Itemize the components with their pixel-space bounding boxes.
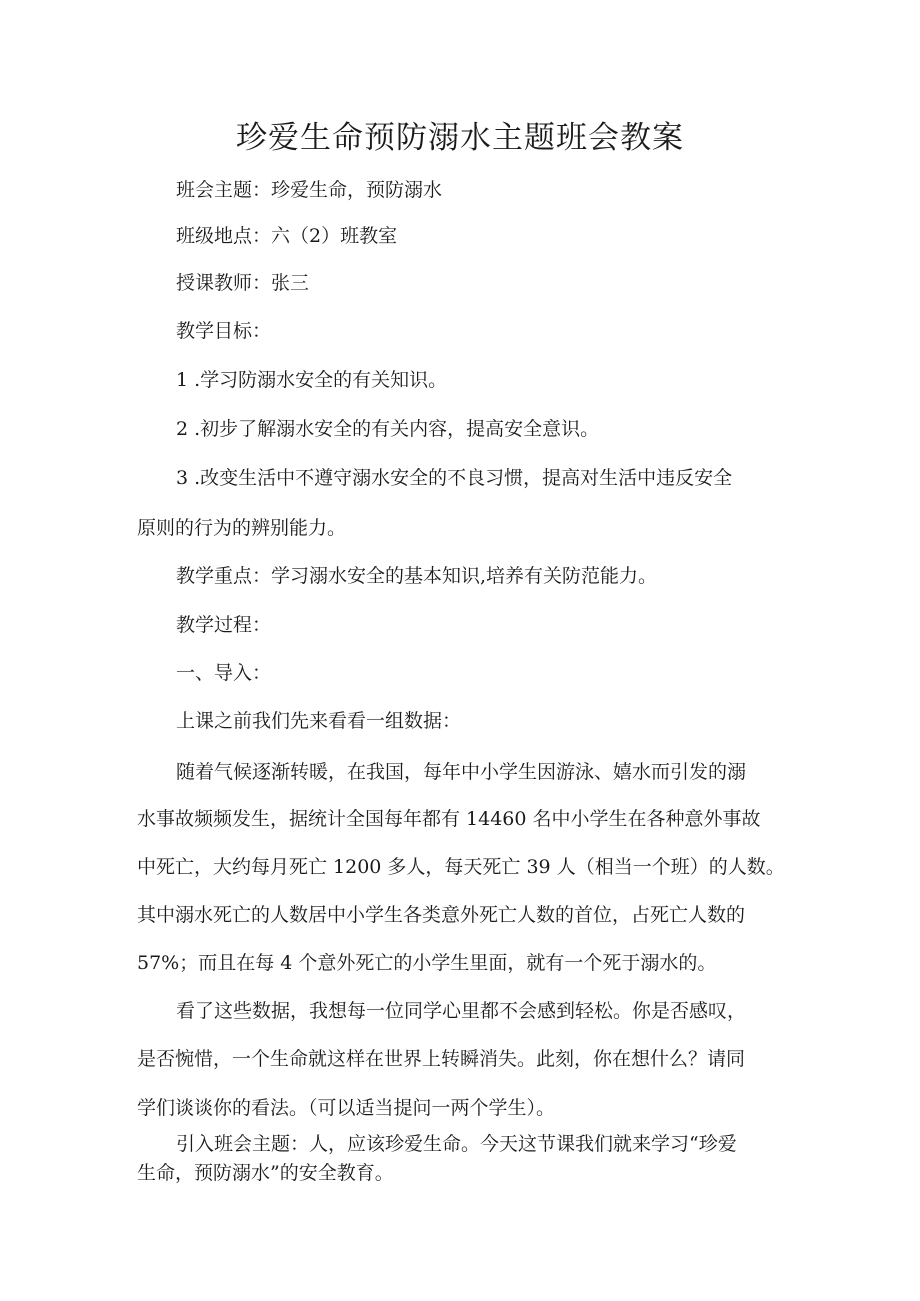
class-theme-line: 班会主题：珍爱生命，预防溺水 xyxy=(176,179,443,201)
document-title: 珍爱生命预防溺水主题班会教案 xyxy=(236,120,684,156)
paragraph-stats-line-4: 其中溺水死亡的人数居中小学生各类意外死亡人数的首位，占死亡人数的 xyxy=(137,904,746,926)
paragraph-theme-line-1: 引入班会主题：人，应该珍爱生命。今天这节课我们就来学习“珍爱 xyxy=(176,1133,737,1155)
class-location-line: 班级地点：六（2）班教室 xyxy=(176,225,398,247)
goal-item-3-continued: 原则的行为的辨别能力。 xyxy=(137,517,347,539)
paragraph-stats-line-3: 中死亡，大约每月死亡 1200 多人，每天死亡 39 人（相当一个班）的人数。 xyxy=(137,856,785,878)
paragraph-theme-line-2: 生命，预防溺水”的安全教育。 xyxy=(137,1162,394,1184)
teacher-line: 授课教师：张三 xyxy=(176,272,310,294)
goal-item-1: 1 .学习防溺水安全的有关知识。 xyxy=(176,369,448,391)
paragraph-stats-line-1: 随着气候逐渐转暖，在我国，每年中小学生因游泳、嬉水而引发的溺 xyxy=(176,761,747,783)
goal-item-3: 3 .改变生活中不遵守溺水安全的不良习惯，提高对生活中违反安全 xyxy=(176,467,733,489)
paragraph-reflection-line-1: 看了这些数据，我想每一位同学心里都不会感到轻松。你是否感叹， xyxy=(176,1000,747,1022)
paragraph-stats-line-2: 水事故频频发生，据统计全国每年都有 14460 名中小学生在各种意外事故 xyxy=(137,808,761,830)
goal-item-2: 2 .初步了解溺水安全的有关内容，提高安全意识。 xyxy=(176,418,600,440)
paragraph-stats-line-5: 57%；而且在每 4 个意外死亡的小学生里面，就有一个死于溺水的。 xyxy=(137,952,717,974)
intro-line: 上课之前我们先来看看一组数据： xyxy=(176,710,462,732)
paragraph-reflection-line-2: 是否惋惜，一个生命就这样在世界上转瞬消失。此刻，你在想什么？请同 xyxy=(137,1048,746,1070)
teaching-goals-heading: 教学目标： xyxy=(176,320,272,342)
section-intro-heading: 一、导入： xyxy=(176,662,272,684)
paragraph-reflection-line-3: 学们谈谈你的看法。（可以适当提问一两个学生）。 xyxy=(137,1097,556,1119)
teaching-process-heading: 教学过程： xyxy=(176,614,272,636)
teaching-focus-line: 教学重点：学习溺水安全的基本知识,培养有关防范能力。 xyxy=(176,565,658,587)
